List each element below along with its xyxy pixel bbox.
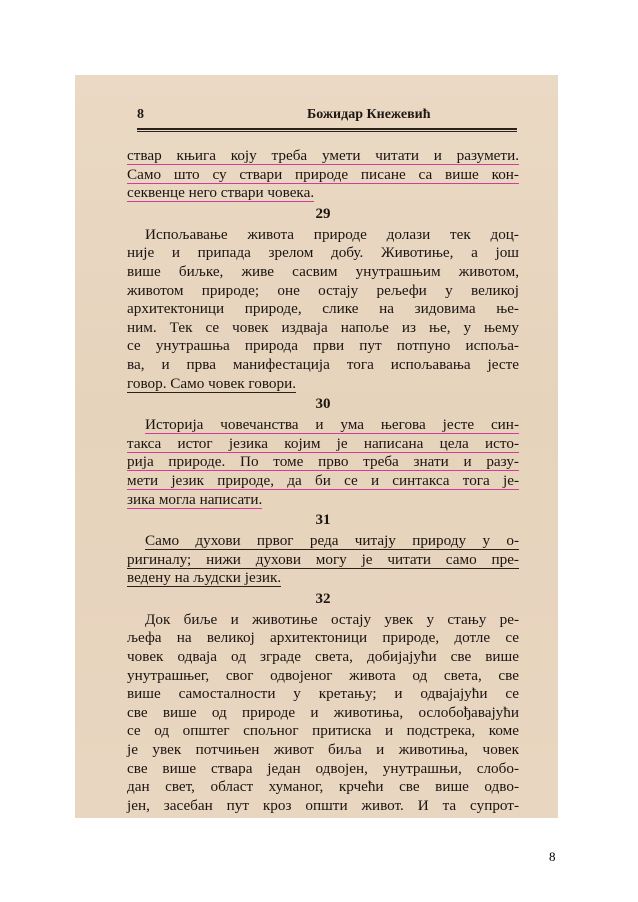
- text-line: говор. Само човек говори.: [127, 374, 297, 392]
- header-page-number: 8: [137, 107, 144, 122]
- text-line: мети језик природе, да би се и синтакса тога је-: [127, 471, 519, 489]
- text-line: више биљке, живе сасвим унутрашњим животом,: [127, 262, 519, 280]
- text-line: зика могла написати.: [127, 490, 263, 508]
- text-line: више самосталности у кретању; и одвајајући се: [127, 685, 519, 703]
- scanned-page: [75, 75, 558, 818]
- text-line: ва, и прва манифестација тога испољавања јесте: [127, 355, 519, 373]
- text-line: је увек потчињен живот биља и животиња, човек: [127, 741, 519, 759]
- text-line: ведену на људски језик.: [127, 569, 282, 587]
- section-number: 30: [315, 396, 331, 413]
- section-number: 29: [315, 205, 331, 222]
- text-line: Само што су ствари природе писане са више кон-: [127, 165, 519, 183]
- text-line: архитектоници природе, слике на зидовима ње-: [127, 300, 519, 318]
- text-line: ствар књига коју треба умети читати и разумети.: [127, 147, 519, 164]
- text-line: унутрашњег, свог одвојеног живота од света, све: [127, 666, 519, 684]
- text-line: дан свет, област хуманог, крчећи све више одво-: [127, 778, 519, 796]
- text-line: све више од природе и животиња, ослобођавајући: [127, 703, 519, 721]
- text-line: рија природе. По томе прво треба знати и разу-: [127, 453, 519, 471]
- text-line: ригиналу; нижи духови могу је читати само пре-: [127, 550, 519, 568]
- text-line: љефа на великој архитектоници природе, дотле се: [127, 629, 519, 647]
- header-rule-thick: [137, 128, 517, 130]
- text-line: такса истог језика којим је написана цела исто-: [127, 434, 519, 452]
- text-line: Историја човечанства и ума његова јесте син-: [145, 416, 519, 434]
- text-line: није и припада зрелом добу. Животиње, а још: [127, 244, 519, 262]
- body-text: [127, 147, 519, 815]
- section-number: 32: [315, 590, 331, 607]
- header-rule-thin: [137, 131, 517, 132]
- text-line: секвенце него ствари човека.: [127, 184, 315, 202]
- text-line: ним. Тек се човек издваја напоље из ње, у њему: [127, 318, 519, 336]
- text-line: се унутрашња природа први пут потпуно испољa-: [127, 337, 519, 355]
- text-line: Само духови првог реда читају природу у о-: [145, 532, 519, 550]
- page-number: 8: [549, 849, 556, 864]
- text-line: човек одваја од зграде света, добијајући све више: [127, 648, 519, 666]
- header-author: Божидар Кнежевић: [307, 107, 431, 122]
- text-line: животом природе; оне остају рељефи у великој: [127, 281, 519, 299]
- text-line: јен, засебан пут кроз општи живот. И та супрот-: [127, 796, 519, 814]
- text-line: све више ствара један одвојен, унутрашњи, слобо-: [127, 759, 519, 777]
- section-number: 31: [315, 512, 331, 529]
- running-header: [137, 107, 517, 127]
- text-line: Док биље и животиње остају увек у стању ре-: [145, 610, 519, 628]
- text-line: се од општег спољног притиска и подстрека, коме: [127, 722, 519, 740]
- text-line: Испољавање живота природе долази тек доц-: [145, 225, 519, 243]
